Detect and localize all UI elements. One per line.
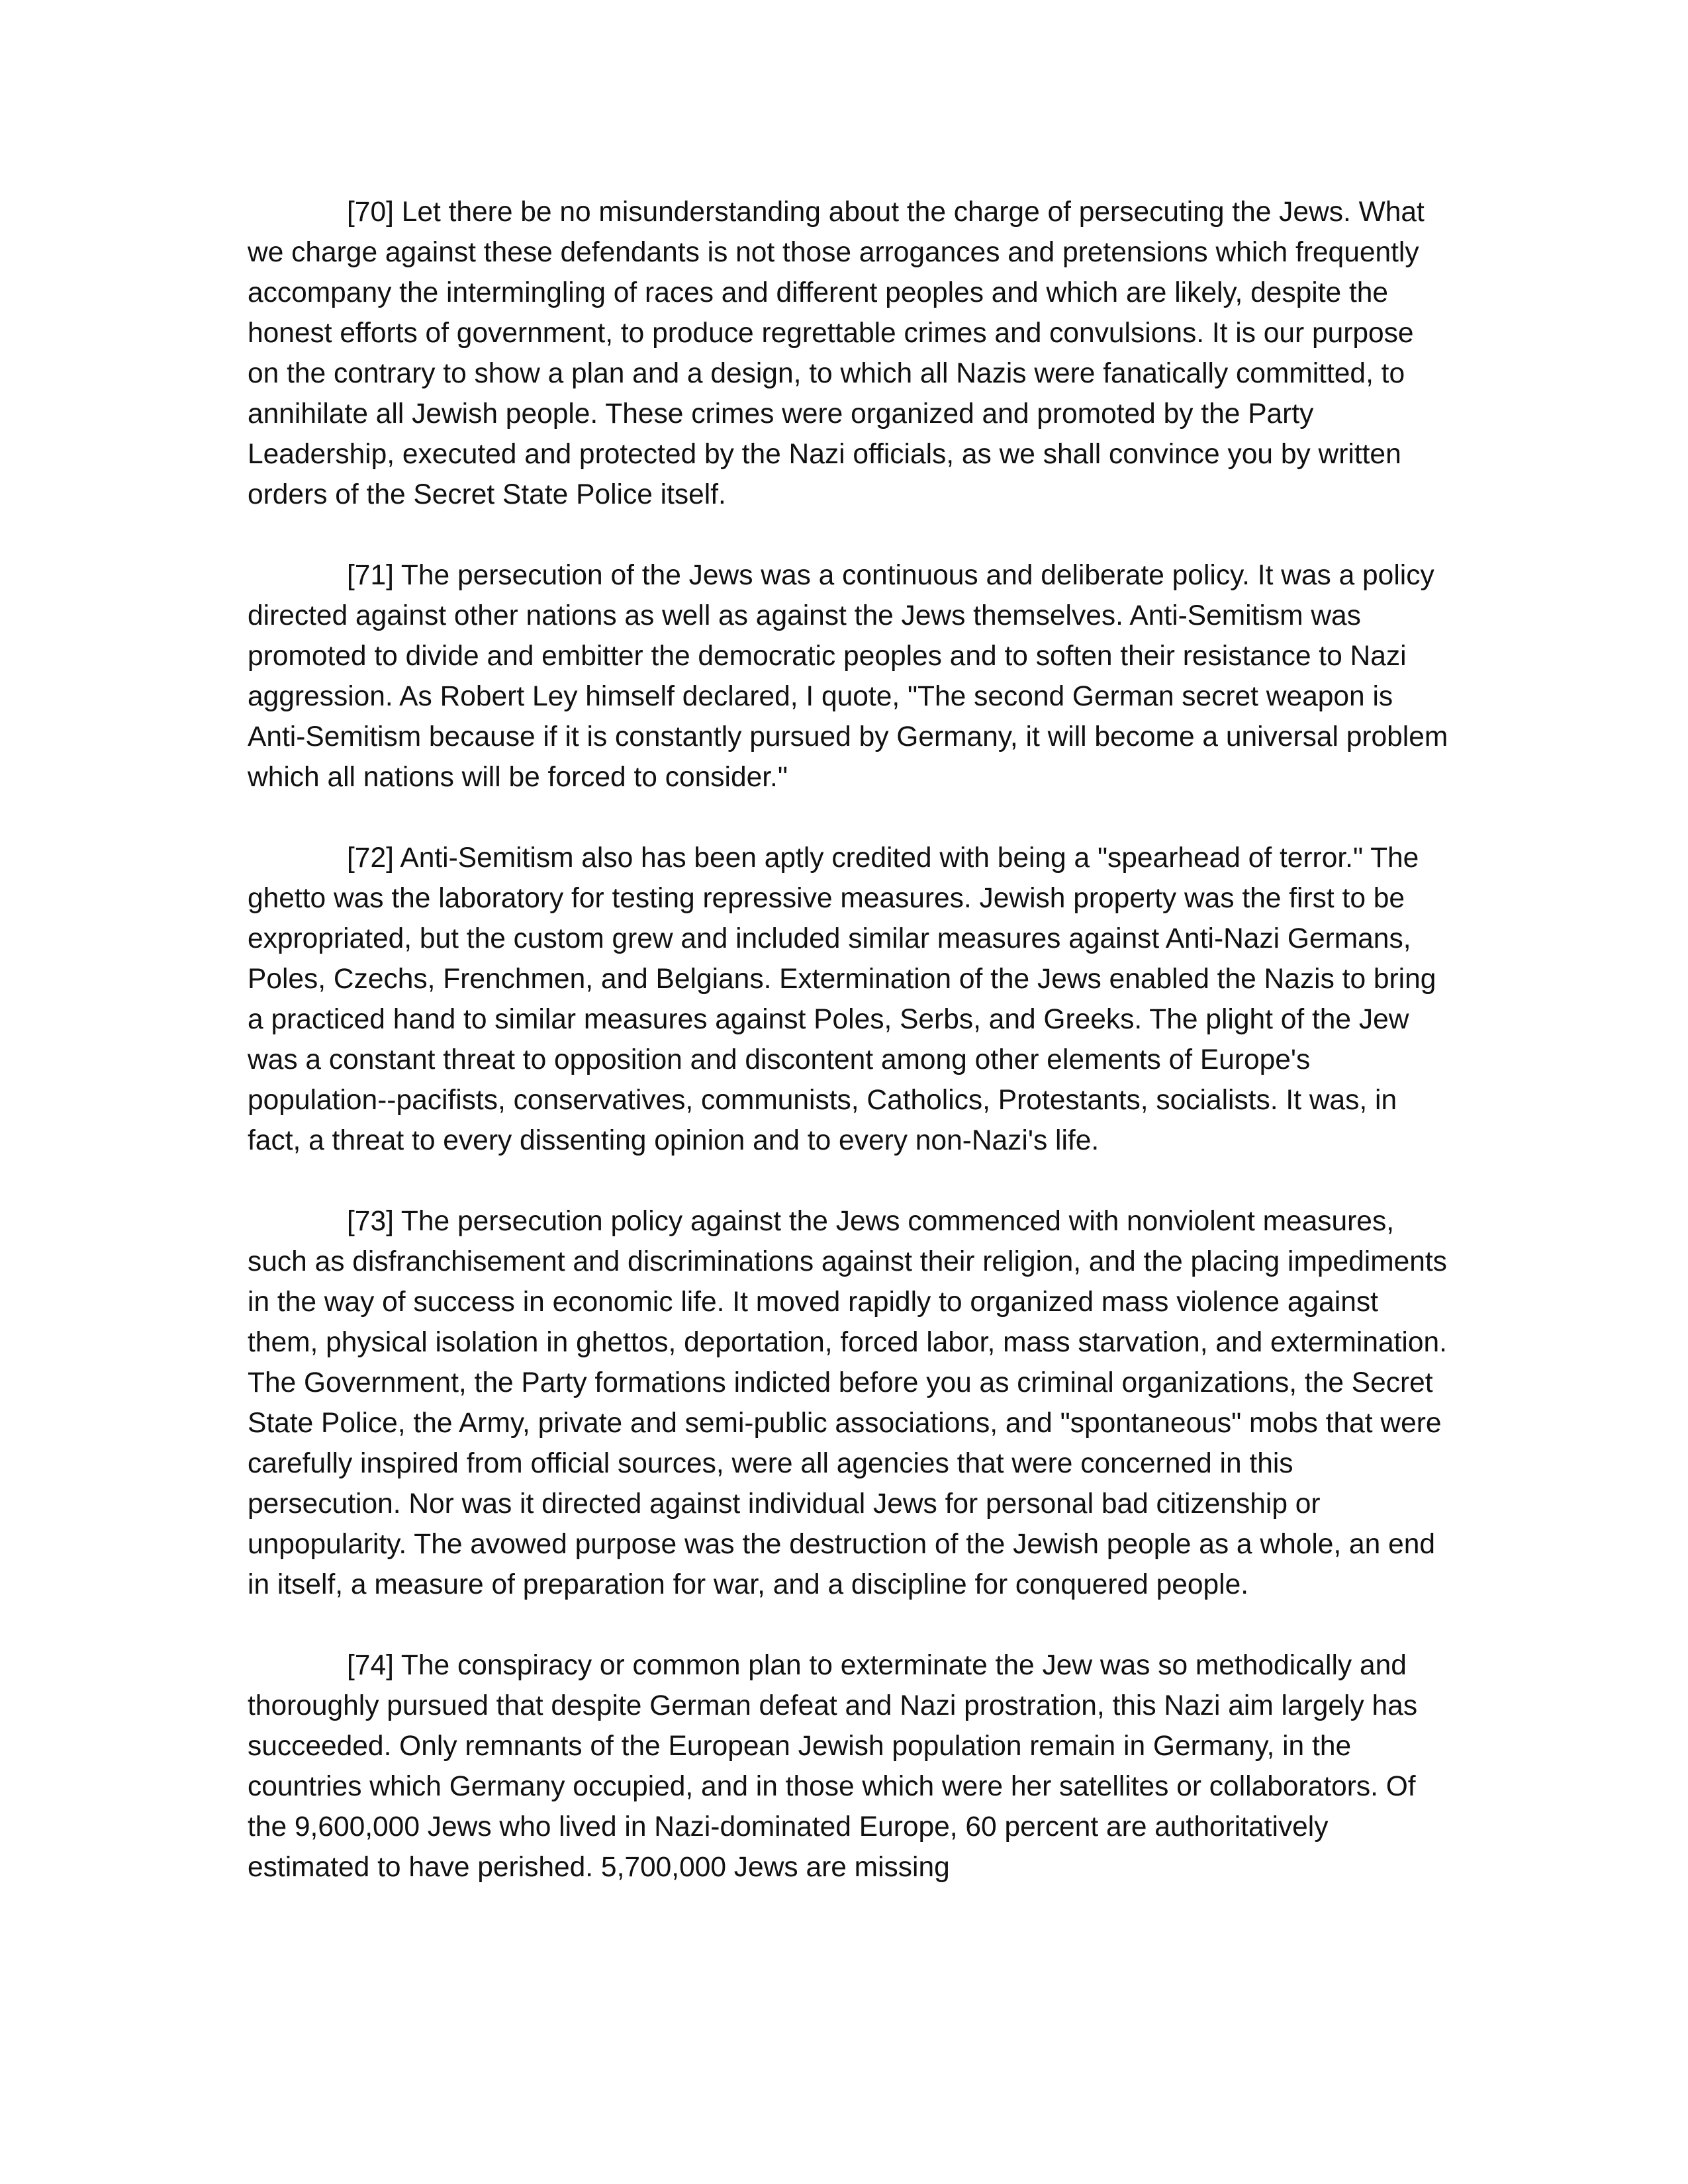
paragraph-72: [72] Anti-Semitism also has been aptly credited with being a "spearhead of terror." The ghetto was the laboratory for testing repressive measures. Jewish property was the first to be expropriated, but the custom grew and included similar measures against Anti-Nazi Germans, Poles, Czechs, Frenchmen, and Belgians. Extermination of the Jews enabled the Nazis to bring a practiced hand to similar measures against Poles, Serbs, and Greeks. The plight of the Jew was a constant threat to opposition and discontent among other elements of Europe's population--pacifists, conservatives, communists, Catholics, Protestants, socialists. It was, in fact, a threat to every dissenting opinion and to every non-Nazi's life.	[248, 842, 1436, 1156]
paragraph-74: [74] The conspiracy or common plan to exterminate the Jew was so methodically and thoroughly pursued that despite German defeat and Nazi prostration, this Nazi aim largely has succeeded. Only remnants of the European Jewish population remain in Germany, in the countries which Germany occupied, and in those which were her satellites or collaborators. Of the 9,600,000 Jews who lived in Nazi-dominated Europe, 60 percent are authoritatively estimated to have perished. 5,700,000 Jews are missing	[248, 1650, 1418, 1883]
paragraph-70: [70] Let there be no misunderstanding about the charge of persecuting the Jews. What we charge against these defendants is not those arrogances and pretensions which frequently accompany the intermingling of races and different peoples and which are likely, despite the honest efforts of government, to produce regrettable crimes and convulsions. It is our purpose on the contrary to show a plan and a design, to which all Nazis were fanatically committed, to annihilate all Jewish people. These crimes were organized and promoted by the Party Leadership, executed and protected by the Nazi officials, as we shall convince you by written orders of the Secret State Police itself.	[248, 197, 1425, 510]
paragraph-71: [71] The persecution of the Jews was a continuous and deliberate policy. It was a policy directed against other nations as well as against the Jews themselves. Anti-Semitism was promoted to divide and embitter the democratic peoples and to soften their resistance to Nazi aggression. As Robert Ley himself declared, I quote, "The second German secret weapon is Anti-Semitism because if it is constantly pursued by Germany, it will become a universal problem which all nations will be forced to consider."	[248, 560, 1448, 793]
paragraph-73: [73] The persecution policy against the Jews commenced with nonviolent measures, such as disfranchisement and discriminations against their religion, and the placing impediments in the way of success in economic life. It moved rapidly to organized mass violence against them, physical isolation in ghettos, deportation, forced labor, mass starvation, and extermination. The Government, the Party formations indicted before you as criminal organizations, the Secret State Police, the Army, private and semi-public associations, and "spontaneous" mobs that were carefully inspired from official sources, were all agencies that were concerned in this persecution. Nor was it directed against individual Jews for personal bad citizenship or unpopularity. The avowed purpose was the destruction of the Jewish people as a whole, an end in itself, a measure of preparation for war, and a discipline for conquered people.	[248, 1206, 1447, 1600]
document-body	[248, 192, 1449, 1888]
